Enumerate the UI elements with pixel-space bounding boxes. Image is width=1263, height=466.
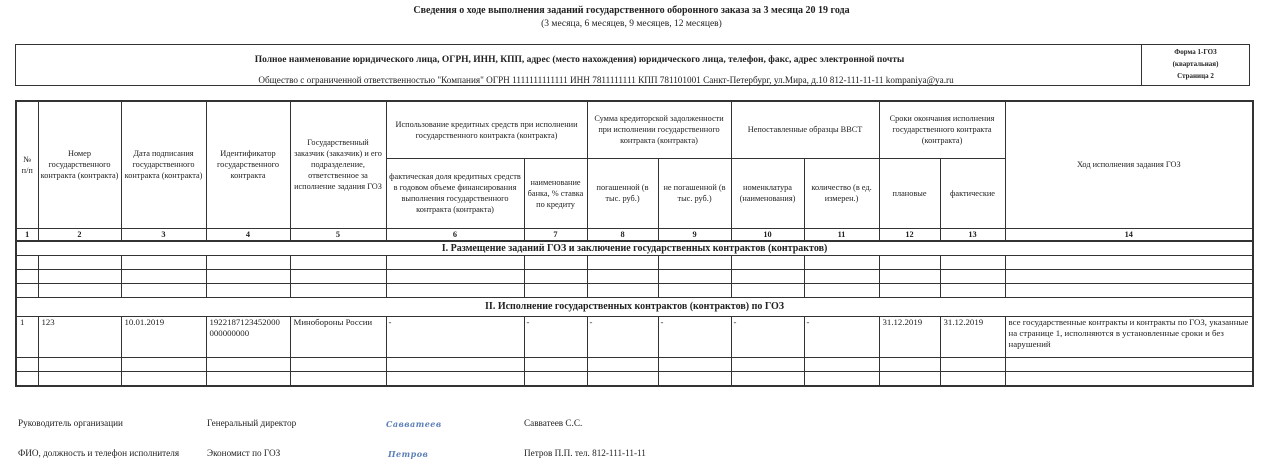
header-number: № п/п [16,101,38,228]
column-number: 12 [879,228,940,241]
executor-name: Петров П.П. тел. 812-111-11-11 [524,448,646,458]
form-period: (квартальная) [1172,60,1219,68]
form-info [1141,45,1249,85]
row-quantity: - [804,316,879,357]
header-actual: фактические [940,158,1005,228]
goz-report-table [15,100,1254,387]
row-actual-date: 31.12.2019 [940,316,1005,357]
column-number: 14 [1005,228,1253,241]
header-bank-rate: наименование банка, % ставка по кредиту [524,158,587,228]
report-period-options: (3 месяца, 6 месяцев, 9 месяцев, 12 месяцев) [541,19,722,29]
section-2-title: II. Исполнение государственных контрактов (контрактов) по ГОЗ [16,297,1253,316]
executor-label: ФИО, должность и телефон исполнителя [18,448,180,458]
header-vvst-group: Непоставленные образцы ВВСТ [731,101,879,158]
column-number: 8 [587,228,658,241]
row-planned-date: 31.12.2019 [879,316,940,357]
row-credit-share: - [386,316,524,357]
header-debt-unpaid: не погашенной (в тыс. руб.) [658,158,731,228]
header-debt-paid: погашенной (в тыс. руб.) [587,158,658,228]
row-customer: Минобороны России [290,316,386,357]
column-number: 6 [386,228,524,241]
head-position: Генеральный директор [207,418,297,428]
page-number: Страница 2 [1177,72,1214,80]
head-label: Руководитель организации [18,418,123,428]
header-progress: Ход исполнения задания ГОЗ [1005,101,1253,228]
head-name: Савватеев С.С. [524,418,583,428]
column-number: 10 [731,228,804,241]
column-number: 11 [804,228,879,241]
header-terms-group: Сроки окончания исполнения государственного контракта (контракта) [879,101,1005,158]
executor-position: Экономист по ГОЗ [207,448,281,458]
form-code: Форма 1-ГОЗ [1174,48,1217,56]
header-signing-date: Дата подписания государственного контракта (контракта) [121,101,206,228]
organization-details: Общество с ограниченной ответственностью "Компания" ОГРН 1111111111111 ИНН 7811111111 КПП 781101001 Санкт-Петербург, ул.Мира, д.10 812-111-11-11 kompaniya@ya.ru [258,75,954,85]
row-progress: все государственные контракты и контракты по ГОЗ, указанные на странице 1, исполняются в установленные сроки и без нарушений [1005,316,1253,357]
header-credit-group: Использование кредитных средств при исполнении государственного контракта (контракта) [386,101,587,158]
row-debt-paid: - [587,316,658,357]
table-row [16,269,1253,283]
header-debt-group: Сумма кредиторской задолженности при исполнении государственного контракта (контракта) [587,101,731,158]
row-bank-rate: - [524,316,587,357]
header-planned: плановые [879,158,940,228]
column-number: 3 [121,228,206,241]
section-1-title: I. Размещение заданий ГОЗ и заключение государственных контрактов (контрактов) [16,241,1253,256]
column-number: 9 [658,228,731,241]
column-number: 2 [38,228,121,241]
column-numbers-row [16,228,1253,241]
row-debt-unpaid: - [658,316,731,357]
table-row [16,316,1253,357]
head-signature: Савватеев [386,419,442,429]
column-number: 7 [524,228,587,241]
header-nomenclature: номенклатура (наименования) [731,158,804,228]
header-contract-number: Номер государственного контракта (контракта) [38,101,121,228]
column-number: 13 [940,228,1005,241]
row-number: 1 [16,316,38,357]
header-contract-id: Идентификатор государственного контракта [206,101,290,228]
table-row [16,283,1253,297]
organization-heading: Полное наименование юридического лица, ОГРН, ИНН, КПП, адрес (место нахождения) юридического лица, телефон, факс, адрес электронной почты [254,55,905,65]
row-contract-number: 123 [38,316,121,357]
column-number: 1 [16,228,38,241]
table-row [16,357,1253,371]
organization-box [15,44,1250,86]
header-credit-share: фактическая доля кредитных средств в годовом объеме финансирования выполнения государственного контракта (контракта) [386,158,524,228]
report-title: Сведения о ходе выполнения заданий государственного оборонного заказа за 3 месяца 20 19 года [413,5,850,16]
header-customer: Государственный заказчик (заказчик) и его подразделение, ответственное за исполнение задания ГОЗ [290,101,386,228]
table-row [16,371,1253,386]
column-number: 4 [206,228,290,241]
executor-signature: Петров [388,449,429,459]
column-number: 5 [290,228,386,241]
row-signing-date: 10.01.2019 [121,316,206,357]
row-contract-id: 1922187123452000 000000000 [206,316,290,357]
row-nomenclature: - [731,316,804,357]
table-row [16,255,1253,269]
header-quantity: количество (в ед. измерен.) [804,158,879,228]
